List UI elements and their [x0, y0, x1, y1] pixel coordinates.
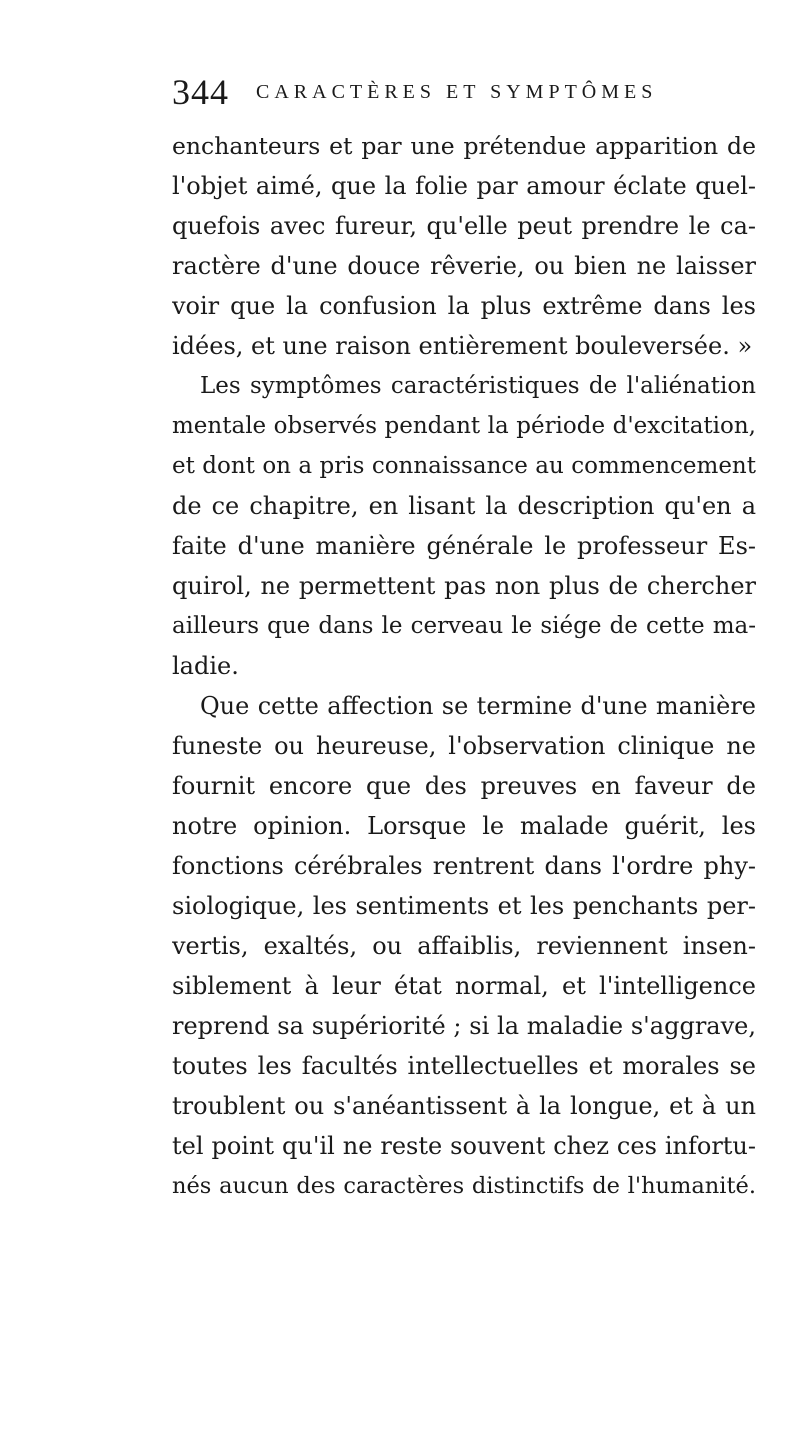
paragraph-3 — [172, 686, 756, 1206]
text-line: vertis, exaltés, ou affaiblis, reviennent insen- — [172, 932, 756, 960]
text-line: toutes les facultés intellectuelles et morales se — [172, 1052, 756, 1080]
paragraph-1 — [172, 126, 756, 366]
text-line: fonctions cérébrales rentrent dans l'ordre phy- — [172, 852, 756, 880]
text-line: idées, et une raison entièrement bouleversée. » — [172, 332, 753, 360]
text-line: faite d'une manière générale le professeur Es- — [172, 532, 756, 560]
text-line: siologique, les sentiments et les penchants per- — [172, 892, 756, 920]
text-line: notre opinion. Lorsque le malade guérit, les — [172, 812, 756, 840]
text-line: reprend sa supériorité ; si la maladie s'aggrave, — [172, 1012, 756, 1040]
text-line: quirol, ne permettent pas non plus de chercher — [172, 572, 756, 600]
body-text — [172, 126, 756, 1206]
paragraph-2 — [172, 366, 756, 686]
text-line: ractère d'une douce rêverie, ou bien ne laisser — [172, 252, 756, 280]
text-line: enchanteurs et par une prétendue apparition de — [172, 132, 756, 160]
text-line: l'objet aimé, que la folie par amour éclate quel- — [172, 172, 756, 200]
text-line: quefois avec fureur, qu'elle peut prendre le ca- — [172, 212, 756, 240]
text-line: Les symptômes caractéristiques de l'aliénation — [200, 373, 756, 399]
text-line: fournit encore que des preuves en faveur de — [172, 772, 756, 800]
text-line: ladie. — [172, 652, 239, 680]
text-line: tel point qu'il ne reste souvent chez ces infortu- — [172, 1132, 756, 1160]
text-line: de ce chapitre, en lisant la description qu'en a — [172, 492, 756, 520]
page-header — [172, 72, 772, 112]
text-line: funeste ou heureuse, l'observation clinique ne — [172, 732, 756, 760]
running-title: CARACTÈRES ET SYMPTÔMES — [256, 81, 658, 103]
text-line: nés aucun des caractères distinctifs de l'humanité. — [172, 1173, 756, 1199]
page-number: 344 — [172, 72, 229, 112]
text-line: Que cette affection se termine d'une manière — [200, 692, 756, 720]
text-line: mentale observés pendant la période d'excitation, — [172, 413, 756, 439]
text-line: troublent ou s'anéantissent à la longue, et à un — [172, 1092, 756, 1120]
text-line: siblement à leur état normal, et l'intelligence — [172, 972, 756, 1000]
text-line: voir que la confusion la plus extrême dans les — [172, 292, 756, 320]
text-line: ailleurs que dans le cerveau le siége de cette ma- — [172, 613, 756, 639]
text-line: et dont on a pris connaissance au commencement — [172, 453, 756, 479]
